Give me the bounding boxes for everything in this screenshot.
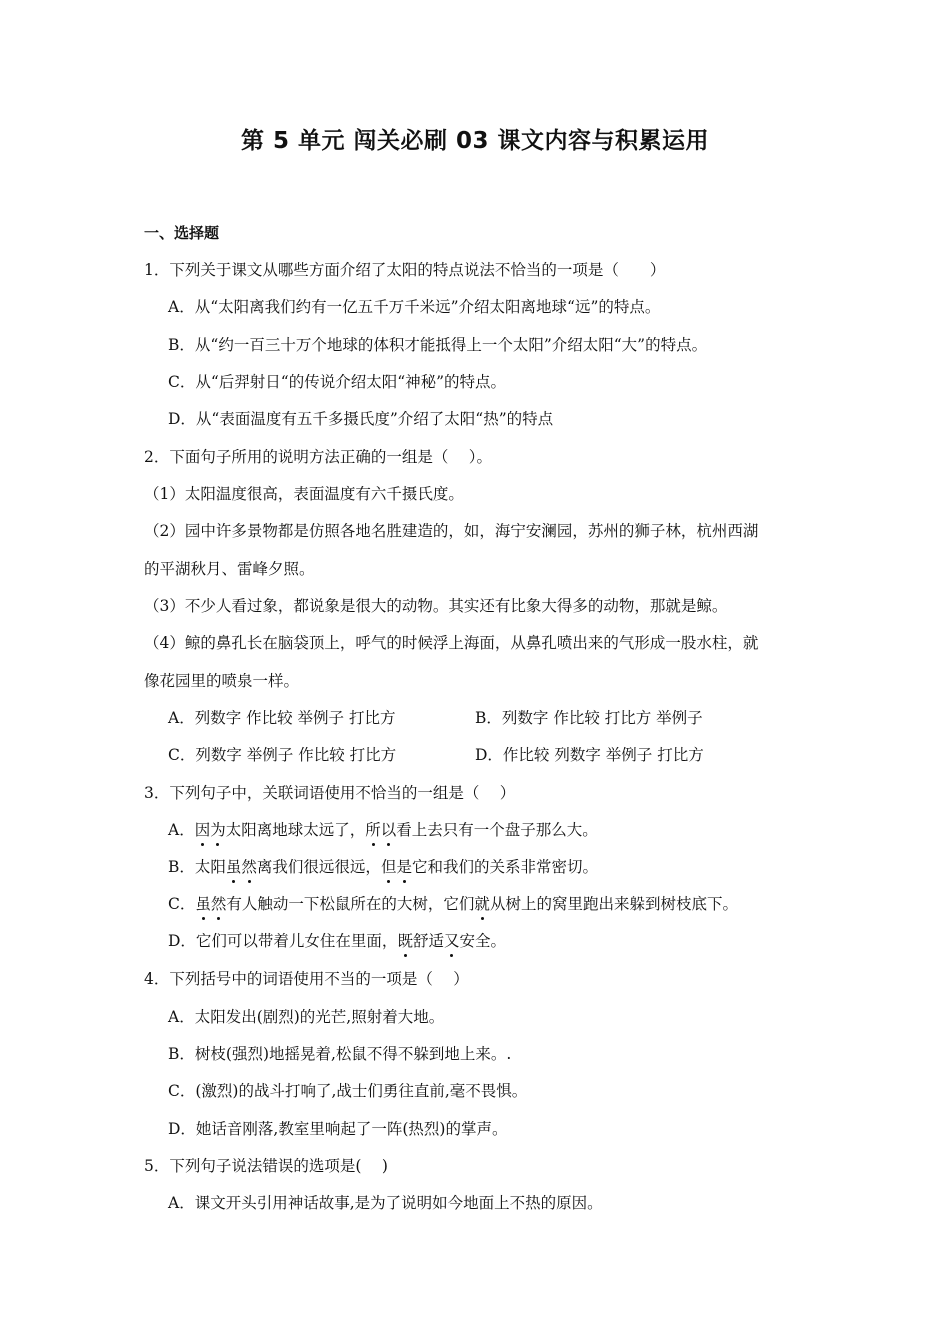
option-text: 太阳离地球太远了， (225, 821, 366, 839)
option-text: 舒适 (412, 932, 444, 950)
emphasis-char: 是 (396, 858, 412, 876)
question-2-stem: 2．下面句子所用的说明方法正确的一组是（ ）。 (144, 448, 493, 466)
option-text: 看上去只有一个盘子那么大。 (396, 821, 598, 839)
emphasis-char: 所 (365, 821, 381, 839)
question-2-sentence-2-cont: 的平湖秋月、雷峰夕照。 (144, 560, 315, 578)
question-5-option-a[interactable]: A．课文开头引用神话故事,是为了说明如今地面上不热的原因。 (168, 1194, 603, 1212)
emphasis-char: 但 (380, 858, 397, 876)
question-4-option-b[interactable]: B．树枝(强烈)地摇晃着,松鼠不得不躲到地上来。. (168, 1045, 512, 1063)
option-text: B．太阳 (168, 858, 226, 876)
question-4-option-d[interactable]: D．她话音刚落,教室里响起了一阵(热烈)的掌声。 (168, 1120, 508, 1138)
option-text: 有人触动一下松鼠所在的大树，它们 (226, 895, 475, 913)
question-1-option-d[interactable]: D．从“表面温度有五千多摄氏度”介绍了太阳“热”的特点 (168, 410, 554, 428)
emphasis-char: 就 (474, 895, 490, 913)
emphasis-char: 为 (210, 821, 226, 839)
emphasis-char: 虽 (225, 858, 242, 876)
question-2-sentence-3: （3）不少人看过象，都说象是很大的动物。其实还有比象大得多的动物，那就是鲸。 (144, 597, 728, 615)
question-3-option-a[interactable] (168, 819, 598, 841)
section-heading: 一、选择题 (144, 224, 220, 242)
question-2-option-d[interactable]: D．作比较 列数字 举例子 打比方 (475, 746, 704, 764)
question-4-option-c[interactable]: C．(激烈)的战斗打响了,战士们勇往直前,毫不畏惧。 (168, 1082, 528, 1100)
question-2-sentence-1: （1）太阳温度很高，表面温度有六千摄氏度。 (144, 485, 464, 503)
emphasis-char: 然 (210, 895, 227, 913)
question-4-option-a[interactable]: A．太阳发出(剧烈)的光芒,照射着大地。 (168, 1008, 445, 1026)
emphasis-char: 既 (397, 932, 413, 950)
question-2-option-a[interactable]: A．列数字 作比较 举例子 打比方 (168, 709, 396, 727)
question-2-option-b[interactable]: B．列数字 作比较 打比方 举例子 (475, 709, 703, 727)
emphasis-char: 然 (241, 858, 257, 876)
question-3-option-b[interactable] (168, 856, 598, 878)
question-2-sentence-4-cont: 像花园里的喷泉一样。 (144, 672, 300, 690)
emphasis-char: 虽 (195, 895, 211, 913)
question-1-option-b[interactable]: B．从“约一百三十万个地球的体积才能抵得上一个太阳”介绍太阳“大”的特点。 (168, 336, 708, 354)
option-text: 离我们很远很远， (256, 858, 381, 876)
option-text: 安全。 (459, 932, 506, 950)
question-3-option-d[interactable] (168, 930, 506, 952)
question-1-stem: 1．下列关于课文从哪些方面介绍了太阳的特点说法不恰当的一项是（ ） (144, 261, 666, 279)
emphasis-char: 因 (194, 821, 211, 839)
question-1-option-c[interactable]: C．从“后羿射日“的传说介绍太阳“神秘”的特点。 (168, 373, 507, 391)
question-2-sentence-4: （4）鲸的鼻孔长在脑袋顶上，呼气的时候浮上海面，从鼻孔喷出来的气形成一股水柱，就 (144, 634, 759, 652)
option-text: C． (168, 895, 196, 913)
option-text: 从树上的窝里跑出来躲到树枝底下。 (489, 895, 738, 913)
emphasis-char: 又 (443, 932, 460, 950)
question-4-stem: 4．下列括号中的词语使用不当的一项是（ ） (144, 970, 469, 988)
question-3-stem: 3．下列句子中，关联词语使用不恰当的一组是（ ） (144, 784, 516, 802)
question-1-option-a[interactable]: A．从“太阳离我们约有一亿五千万千米远”介绍太阳离地球“远”的特点。 (168, 298, 661, 316)
question-5-stem: 5．下列句子说法错误的选项是( ) (144, 1157, 388, 1175)
option-text: A． (168, 821, 195, 839)
question-3-option-c[interactable] (168, 893, 738, 915)
question-2-option-c[interactable]: C．列数字 举例子 作比较 打比方 (168, 746, 397, 764)
option-text: D．它们可以带着儿女住在里面， (168, 932, 398, 950)
question-2-sentence-2: （2）园中许多景物都是仿照各地名胜建造的，如，海宁安澜园，苏州的狮子林，杭州西湖 (144, 522, 759, 540)
option-text: 它和我们的关系非常密切。 (411, 858, 598, 876)
emphasis-char: 以 (380, 821, 397, 839)
page-title: 第 5 单元 闯关必刷 03 课文内容与积累运用 (240, 128, 710, 154)
